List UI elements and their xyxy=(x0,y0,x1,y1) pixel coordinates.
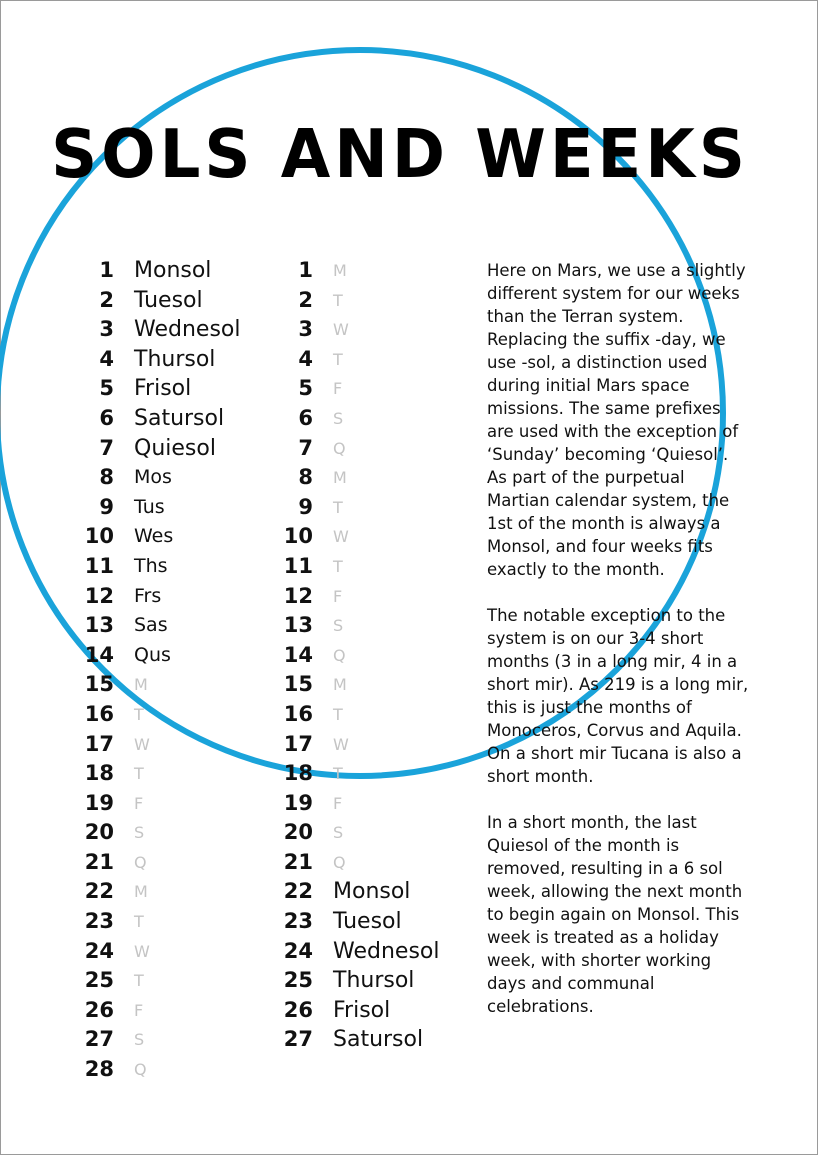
sol-number: 7 xyxy=(298,435,313,460)
sol-name: T xyxy=(333,764,343,784)
sol-number: 24 xyxy=(84,938,114,963)
explanation-text xyxy=(487,259,749,1041)
sol-name: W xyxy=(333,320,349,340)
sol-number: 15 xyxy=(283,672,313,697)
sol-name: W xyxy=(134,941,150,961)
sol-number: 11 xyxy=(84,553,114,578)
sol-number: 4 xyxy=(298,346,313,371)
sol-number: 27 xyxy=(283,1027,313,1052)
sol-number: 11 xyxy=(283,553,313,578)
sol-number: 4 xyxy=(99,346,114,371)
sol-name: Quiesol xyxy=(134,435,216,461)
sol-name: Q xyxy=(134,852,147,872)
sol-name: F xyxy=(333,586,343,606)
paragraph-2: The notable exception to the system is on our 3-4 short months (3 in a long mir, 4 in a short mir). As 219 is a long mir, this is just the months of Monoceros, Corvus and Aquila. On a short mir Tucana is also a short month. xyxy=(487,606,749,786)
sol-name: T xyxy=(134,912,144,932)
sol-number: 5 xyxy=(298,376,313,401)
sol-number: 21 xyxy=(283,849,313,874)
sol-number: 9 xyxy=(298,494,313,519)
sol-name: Monsol xyxy=(134,258,212,283)
sol-name: Mos xyxy=(134,466,172,489)
sol-number: 19 xyxy=(84,790,114,815)
sol-number: 13 xyxy=(283,613,313,638)
sol-number: 14 xyxy=(283,642,313,667)
sol-number: 9 xyxy=(99,494,114,519)
sol-number: 21 xyxy=(84,849,114,874)
sol-number: 10 xyxy=(84,524,114,549)
sol-number: 3 xyxy=(298,317,313,342)
sol-number: 7 xyxy=(99,435,114,460)
sol-name: Qus xyxy=(134,643,171,666)
sol-number: 12 xyxy=(84,583,114,608)
sol-name: M xyxy=(333,261,347,280)
sol-name: Tuesol xyxy=(134,287,203,313)
sol-name: S xyxy=(333,616,344,636)
sol-name: F xyxy=(333,793,343,813)
sol-name: Wes xyxy=(134,525,174,548)
sol-name: Thursol xyxy=(333,968,415,994)
sol-name: M xyxy=(134,675,148,695)
sol-number: 17 xyxy=(283,731,313,756)
sol-name: Q xyxy=(134,1060,147,1080)
paragraph-3: In a short month, the last Quiesol of the month is removed, resulting in a 6 sol week, allowing the next month to begin again on Monsol. This week is treated as a holiday week, with shorter working days and communal celebrations. xyxy=(487,813,743,1016)
sol-name: T xyxy=(134,704,144,724)
sol-number: 2 xyxy=(99,287,114,312)
sol-name: Satursol xyxy=(333,1027,424,1053)
sol-name: F xyxy=(134,793,144,813)
sol-number: 1 xyxy=(298,258,313,282)
sol-number: 8 xyxy=(298,465,313,490)
sol-number: 25 xyxy=(84,968,114,993)
sol-name: S xyxy=(134,1030,145,1050)
sol-name: M xyxy=(134,882,148,902)
sol-name: T xyxy=(333,556,343,576)
sol-name: S xyxy=(134,823,145,843)
sol-name: F xyxy=(134,1000,144,1020)
sol-name: S xyxy=(333,408,344,428)
sol-number: 13 xyxy=(84,613,114,638)
sol-number: 16 xyxy=(283,701,313,726)
sol-name: W xyxy=(134,734,150,754)
sol-number: 12 xyxy=(283,583,313,608)
sol-number: 26 xyxy=(283,997,313,1022)
sol-number: 1 xyxy=(99,258,114,282)
sol-name: T xyxy=(333,497,343,517)
sol-name: S xyxy=(333,823,344,843)
sol-number: 2 xyxy=(298,287,313,312)
sol-number: 18 xyxy=(283,761,313,786)
paragraph-1: Here on Mars, we use a slightly different system for our weeks than the Terran system. Replacing the suffix -day, we use -sol, a distinction used during initial Mars space missions. The same prefixes are used with the exception of ‘Sunday’ becoming ‘Quiesol’. As part of the purpetual Martian calendar system, the 1st of the month is always a Monsol, and four weeks fits exactly to the month. xyxy=(487,261,746,579)
sol-name: Tuesol xyxy=(333,909,402,935)
page-title: SOLS AND WEEKS xyxy=(51,116,749,194)
sol-name: Satursol xyxy=(134,405,225,431)
sol-number: 28 xyxy=(84,1057,114,1082)
sol-number: 14 xyxy=(84,642,114,667)
sol-name: Q xyxy=(333,438,346,458)
sol-name: Q xyxy=(333,645,346,665)
sol-name: Ths xyxy=(134,554,168,577)
sol-number: 3 xyxy=(99,317,114,342)
sol-number: 19 xyxy=(283,790,313,815)
sol-name: Frisol xyxy=(134,376,192,402)
sol-number: 6 xyxy=(99,405,114,430)
sol-name: Monsol xyxy=(333,879,411,905)
sol-name: Wednesol xyxy=(134,317,241,343)
sol-number: 27 xyxy=(84,1027,114,1052)
sol-number: 6 xyxy=(298,405,313,430)
sol-name: Wednesol xyxy=(333,938,440,964)
sol-number: 16 xyxy=(84,701,114,726)
sol-name: M xyxy=(333,468,347,488)
sol-number: 22 xyxy=(84,879,114,904)
sol-name: Q xyxy=(333,852,346,872)
sol-name: T xyxy=(134,971,144,991)
sol-name: T xyxy=(333,349,343,369)
sol-number: 20 xyxy=(283,820,313,845)
sol-number: 26 xyxy=(84,997,114,1022)
sol-number: 10 xyxy=(283,524,313,549)
sol-number: 15 xyxy=(84,672,114,697)
sol-name: T xyxy=(333,704,343,724)
sol-number: 23 xyxy=(283,909,313,934)
sol-number: 8 xyxy=(99,465,114,490)
sol-name: M xyxy=(333,675,347,695)
sol-name: Thursol xyxy=(134,346,216,372)
sol-name: Sas xyxy=(134,614,168,637)
sol-number: 5 xyxy=(99,376,114,401)
sol-number: 17 xyxy=(84,731,114,756)
sol-number: 20 xyxy=(84,820,114,845)
sol-name: T xyxy=(134,764,144,784)
sol-name: W xyxy=(333,734,349,754)
sol-number: 23 xyxy=(84,909,114,934)
sol-number: 24 xyxy=(283,938,313,963)
sol-number: 22 xyxy=(283,879,313,904)
sol-name: Frs xyxy=(134,584,162,607)
sol-number: 18 xyxy=(84,761,114,786)
sol-name: Tus xyxy=(134,495,165,518)
sol-name: W xyxy=(333,527,349,547)
sol-name: Frisol xyxy=(333,997,391,1023)
sol-number: 25 xyxy=(283,968,313,993)
sol-name: F xyxy=(333,379,343,399)
sol-name: T xyxy=(333,290,343,310)
